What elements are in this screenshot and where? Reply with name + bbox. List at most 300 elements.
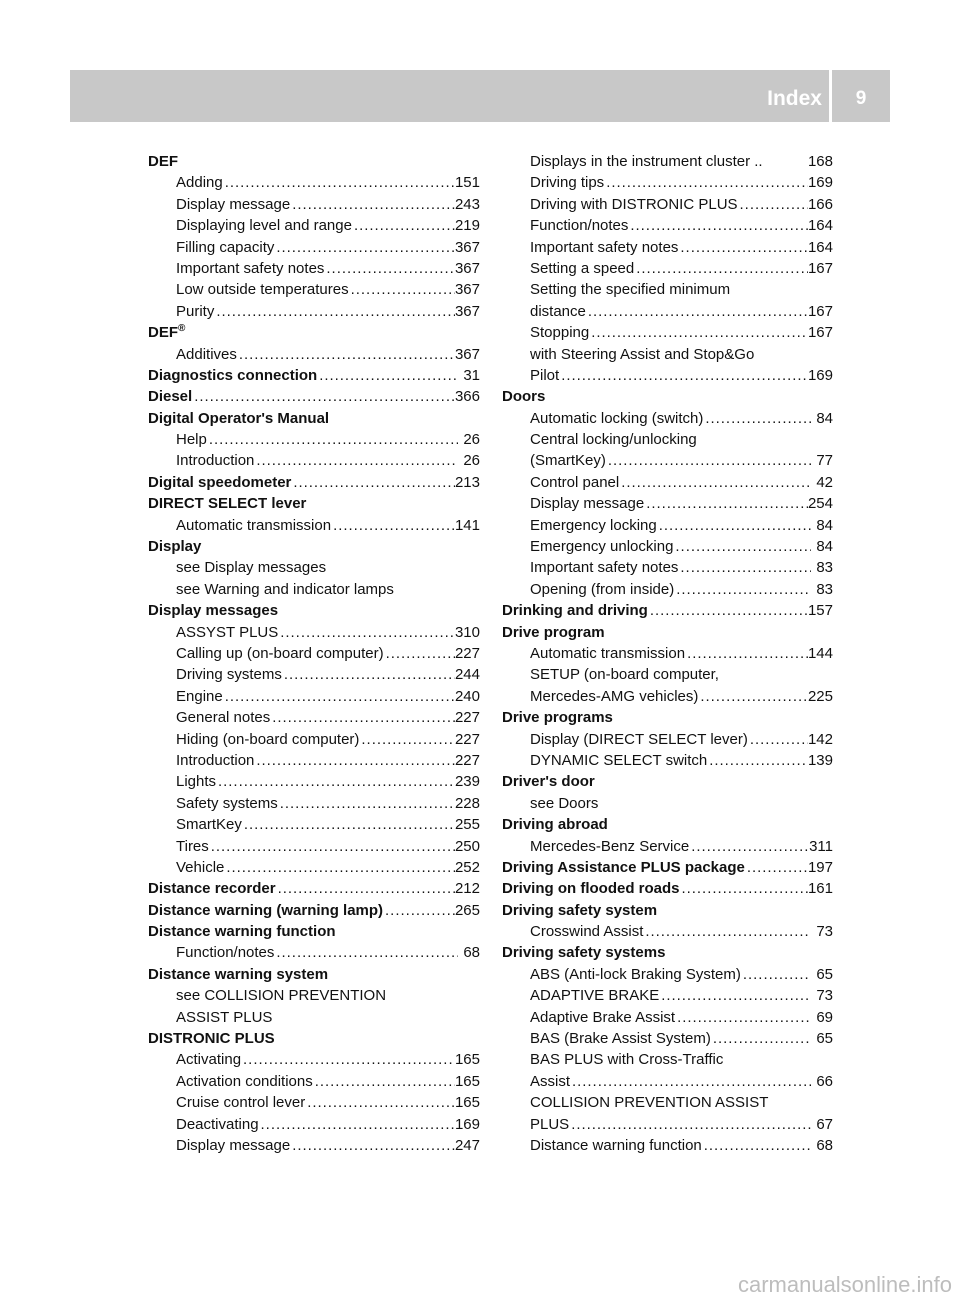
leader-dots [559,365,808,386]
leader-dots [685,643,808,664]
index-subentry [502,985,833,1006]
index-entry [148,493,480,514]
index-entry [148,536,480,557]
leader-dots [570,1071,811,1092]
index-entry [148,472,480,493]
leader-dots [648,600,808,621]
entry-page-number: 165 [454,1072,480,1090]
entry-text: ASSIST PLUS [176,1008,273,1026]
index-subentry [502,750,833,771]
entry-text: Mercedes-AMG vehicles) [530,687,699,705]
index-subentry [148,1092,480,1113]
leader-dots [680,878,808,899]
entry-text: Crosswind Assist [530,923,644,941]
entry-text: Doors [502,388,546,406]
entry-text: Automatic locking (switch) [530,409,704,427]
leader-dots [278,622,455,643]
entry-text: Important safety notes [530,238,679,256]
leader-dots [192,386,455,407]
entry-page-number: 366 [454,388,480,406]
index-subentry [502,1049,833,1070]
entry-text: Stopping [530,324,590,342]
index-subentry [148,279,480,300]
entry-text: SmartKey [176,816,242,834]
header-bar [70,70,890,122]
index-subentry [148,985,480,1006]
leader-dots [278,793,455,814]
index-subentry [502,172,833,193]
index-subentry [502,1007,833,1028]
entry-text: Function/notes [530,217,629,235]
index-subentry [148,1135,480,1156]
index-subentry [502,279,833,300]
entry-text: Setting a speed [530,259,635,277]
entry-text: Purity [176,302,215,320]
leader-dots [237,344,455,365]
index-subentry [502,579,833,600]
index-subentry [502,643,833,664]
index-subentry [148,344,480,365]
leader-dots [644,493,808,514]
entry-text: see Display messages [176,559,327,577]
index-entry [148,921,480,942]
index-entry [502,878,833,899]
index-entry [502,707,833,728]
leader-dots [659,985,811,1006]
entry-text: Emergency locking [530,516,657,534]
index-subentry [148,771,480,792]
entry-text: Display message [176,195,291,213]
entry-page-number: 244 [454,666,480,684]
leader-dots [254,450,458,471]
index-subentry [148,1114,480,1135]
index-subentry [502,151,833,172]
entry-text: Driving on flooded roads [502,880,680,898]
entry-text: Driving safety system [502,901,658,919]
entry-page-number: 169 [807,174,833,192]
entry-text: Display (DIRECT SELECT lever) [530,730,748,748]
entry-page-number: 161 [807,880,833,898]
entry-page-number: 367 [454,302,480,320]
entry-page-number: 165 [454,1051,480,1069]
leader-dots [352,215,455,236]
leader-dots [223,686,455,707]
entry-text: Central locking/unlocking [530,431,697,449]
leader-dots [290,1135,455,1156]
entry-page-number: 367 [454,259,480,277]
index-entry [148,365,480,386]
index-subentry [502,450,833,471]
entry-page-number: 367 [454,238,480,256]
entry-text: Adding [176,174,223,192]
leader-dots [223,172,455,193]
index-subentry [502,258,833,279]
index-subentry [148,429,480,450]
entry-text: Driving with DISTRONIC PLUS [530,195,738,213]
entry-page-number: 169 [454,1115,480,1133]
entry-page-number: 367 [454,281,480,299]
entry-page-number: 139 [807,751,833,769]
entry-text: Hiding (on-board computer) [176,730,360,748]
leader-dots [604,172,808,193]
entry-text: Displaying level and range [176,217,352,235]
index-subentry [148,237,480,258]
leader-dots [384,643,455,664]
entry-page-number: 167 [807,302,833,320]
entry-text: Driving abroad [502,816,608,834]
leader-dots [628,215,808,236]
leader-dots [657,515,811,536]
entry-page-number: 68 [816,1136,833,1154]
index-subentry [502,215,833,236]
index-subentry [148,515,480,536]
index-subentry [148,172,480,193]
entry-page-number: 252 [454,858,480,876]
leader-dots [673,536,811,557]
leader-dots [702,1135,811,1156]
index-entry [502,857,833,878]
index-subentry [502,408,833,429]
index-subentry [148,643,480,664]
leader-dots [674,579,811,600]
entry-text: distance [530,302,586,320]
index-entry [502,900,833,921]
entry-text: Activating [176,1051,242,1069]
entry-text: Introduction [176,751,255,769]
entry-text: Cruise control lever [176,1094,306,1112]
entry-text: see COLLISION PREVENTION [176,987,387,1005]
entry-text: Opening (from inside) [530,580,675,598]
entry-text: Diagnostics connection [148,366,318,384]
leader-dots [711,1028,811,1049]
leader-dots [678,557,811,578]
leader-dots [282,664,455,685]
leader-dots [254,750,455,771]
leader-dots [634,258,808,279]
leader-dots [383,900,455,921]
entry-page-number: 167 [807,259,833,277]
index-subentry [502,686,833,707]
leader-dots [241,1049,455,1070]
index-subentry [502,921,833,942]
entry-text: Introduction [176,452,255,470]
index-subentry [502,729,833,750]
leader-dots [689,836,809,857]
leader-dots [290,194,455,215]
entry-page-number: 197 [807,858,833,876]
leader-dots [216,771,455,792]
index-entry [148,900,480,921]
entry-text: with Steering Assist and Stop&Go [530,345,755,363]
entry-text: Important safety notes [176,259,325,277]
entry-page-number: 164 [807,238,833,256]
index-subentry [148,579,480,600]
index-subentry [148,1049,480,1070]
entry-page-number: 213 [454,473,480,491]
entry-page-number: 167 [807,324,833,342]
entry-page-number: 83 [816,559,833,577]
leader-dots [209,836,455,857]
entry-text: Automatic transmission [176,516,332,534]
index-subentry [148,664,480,685]
entry-text: Display messages [148,602,279,620]
index-subentry [502,322,833,343]
index-subentry [502,301,833,322]
entry-text: Driver's door [502,773,595,791]
entry-text: Digital Operator's Manual [148,409,330,427]
leader-dots [274,237,455,258]
entry-text: Distance recorder [148,880,276,898]
entry-page-number: 42 [816,473,833,491]
index-subentry [502,493,833,514]
index-entry [502,600,833,621]
entry-page-number: 169 [807,366,833,384]
entry-page-number: 165 [454,1094,480,1112]
entry-text: ASSYST PLUS [176,623,279,641]
entry-page-number: 65 [816,965,833,983]
index-entry [502,942,833,963]
entry-page-number: 84 [816,516,833,534]
leader-dots [291,472,455,493]
index-subentry [148,750,480,771]
index-subentry [148,301,480,322]
index-entry [502,814,833,835]
entry-page-number: 227 [454,644,480,662]
entry-page-number: 166 [807,195,833,213]
entry-text: SETUP (on-board computer, [530,666,719,684]
index-subentry [502,836,833,857]
entry-text: Drinking and driving [502,602,648,620]
entry-text: BAS PLUS with Cross-Traffic [530,1051,724,1069]
entry-text: Activation conditions [176,1072,313,1090]
entry-text: DIRECT SELECT lever [148,495,307,513]
index-subentry [148,622,480,643]
entry-text: Diesel [148,388,193,406]
entry-text: DEF® [148,323,186,342]
entry-page-number: 255 [454,816,480,834]
entry-page-number: 228 [454,794,480,812]
entry-text: Display [148,538,202,556]
entry-text: General notes [176,709,271,727]
leader-dots [745,857,808,878]
entry-page-number: 240 [454,687,480,705]
leader-dots [274,942,458,963]
entry-text: Function/notes [176,944,275,962]
entry-text: Distance warning function [530,1136,702,1154]
entry-page-number: 84 [816,409,833,427]
leader-dots [331,515,455,536]
index-subentry [502,429,833,450]
entry-page-number: 219 [454,217,480,235]
leader-dots [738,194,808,215]
index-subentry [148,942,480,963]
index-subentry [148,215,480,236]
entry-text: Driving systems [176,666,282,684]
index-subentry [148,836,480,857]
index-entry [148,964,480,985]
index-column-left [148,151,480,1156]
watermark: carmanualsonline.info [737,1272,952,1297]
index-subentry [148,450,480,471]
entry-text: Mercedes-Benz Service [530,837,690,855]
entry-page-number: 310 [454,623,480,641]
entry-text: Control panel [530,473,620,491]
index-entry [148,322,480,343]
entry-page-number: 212 [454,880,480,898]
entry-text: Assist [530,1072,571,1090]
leader-dots [224,857,455,878]
entry-text: Pilot [530,366,560,384]
index-subentry [502,1071,833,1092]
leader-dots [359,729,455,750]
entry-page-number: 168 [807,153,833,170]
entry-text: see Warning and indicator lamps [176,580,394,598]
index-entry [148,1028,480,1049]
index-subentry [502,1135,833,1156]
entry-page-number: 151 [454,174,480,192]
entry-page-number: 367 [454,345,480,363]
entry-text: DEF [148,153,178,170]
entry-page-number: 250 [454,837,480,855]
leader-dots [214,301,455,322]
entry-page-number: 247 [454,1136,480,1154]
index-entry [502,386,833,407]
leader-dots [606,450,811,471]
index-subentry [148,793,480,814]
entry-page-number: 164 [807,217,833,235]
index-entry [148,600,480,621]
index-subentry [148,1007,480,1028]
entry-text: Tires [176,837,209,855]
leader-dots [270,707,455,728]
leader-dots [276,878,455,899]
index-subentry [148,814,480,835]
entry-page-number: 67 [816,1115,833,1133]
index-subentry [148,729,480,750]
index-subentry [148,857,480,878]
entry-page-number: 77 [816,452,833,470]
entry-text: Low outside temperatures [176,281,349,299]
entry-page-number: 227 [454,709,480,727]
leader-dots [741,964,811,985]
index-subentry [148,557,480,578]
index-entry [148,878,480,899]
leader-dots [317,365,458,386]
entry-text: Digital speedometer [148,473,292,491]
entry-text: Filling capacity [176,238,275,256]
entry-text: (SmartKey) [530,452,606,470]
entry-text: PLUS [530,1115,570,1133]
leader-dots [207,429,458,450]
leader-dots [678,237,808,258]
index-subentry [502,515,833,536]
entry-text: Distance warning system [148,965,329,983]
entry-text: Setting the specified minimum [530,281,731,299]
section-title: Index [767,87,822,110]
entry-text: BAS (Brake Assist System) [530,1030,711,1048]
entry-text: Safety systems [176,794,278,812]
entry-text: Important safety notes [530,559,679,577]
leader-dots [698,686,808,707]
entry-text: Drive programs [502,709,613,727]
entry-text: Driving tips [530,174,605,192]
leader-dots [324,258,455,279]
entry-text: Driving safety systems [502,944,666,962]
entry-page-number: 144 [807,644,833,662]
entry-text: Vehicle [176,858,225,876]
entry-text: see Doors [530,794,599,812]
entry-text: ADAPTIVE BRAKE [530,987,660,1005]
index-subentry [502,344,833,365]
entry-page-number: 254 [807,495,833,513]
entry-page-number: 26 [463,452,480,470]
index-subentry [148,686,480,707]
index-subentry [502,536,833,557]
entry-page-number: 225 [807,687,833,705]
entry-page-number: 227 [454,730,480,748]
entry-text: Calling up (on-board computer) [176,644,384,662]
entry-page-number: 142 [807,730,833,748]
entry-page-number: 69 [816,1008,833,1026]
entry-text: Driving Assistance PLUS package [502,858,745,876]
entry-text: Distance warning (warning lamp) [148,901,384,919]
index-entry [502,771,833,792]
entry-text: Distance warning function [148,923,336,941]
leader-dots [259,1114,455,1135]
entry-text: DYNAMIC SELECT switch [530,751,708,769]
index-entry [148,386,480,407]
entry-page-number: 157 [807,602,833,620]
entry-text: Automatic transmission [530,644,686,662]
index-subentry [502,964,833,985]
leader-dots [619,472,811,493]
entry-page-number: 65 [816,1030,833,1048]
entry-page-number: 73 [816,987,833,1005]
entry-page-number: 26 [463,431,480,449]
entry-text: COLLISION PREVENTION ASSIST [530,1094,769,1112]
index-subentry [502,194,833,215]
leader-dots [313,1071,455,1092]
entry-page-number: 243 [454,195,480,213]
entry-page-number: 31 [463,366,480,384]
index-entry [502,622,833,643]
index-subentry [502,793,833,814]
entry-text: Displays in the instrument cluster .. [530,153,763,170]
entry-page-number: 311 [809,837,833,855]
index-subentry [148,1071,480,1092]
index-subentry [502,1114,833,1135]
entry-text: ABS (Anti-lock Braking System) [530,965,741,983]
entry-page-number: 239 [454,773,480,791]
entry-text: DISTRONIC PLUS [148,1030,275,1048]
index-column-right [502,151,833,1156]
entry-page-number: 84 [816,538,833,556]
entry-page-number: 66 [816,1072,833,1090]
leader-dots [305,1092,455,1113]
index-subentry [502,365,833,386]
index-subentry [502,472,833,493]
index-entry [148,408,480,429]
index-subentry [148,258,480,279]
page-number: 9 [855,88,867,109]
leader-dots [586,301,808,322]
index-subentry [502,664,833,685]
entry-page-number: 68 [463,944,480,962]
index-subentry [502,1092,833,1113]
entry-text: Deactivating [176,1115,259,1133]
entry-page-number: 227 [454,751,480,769]
leader-dots [707,750,808,771]
